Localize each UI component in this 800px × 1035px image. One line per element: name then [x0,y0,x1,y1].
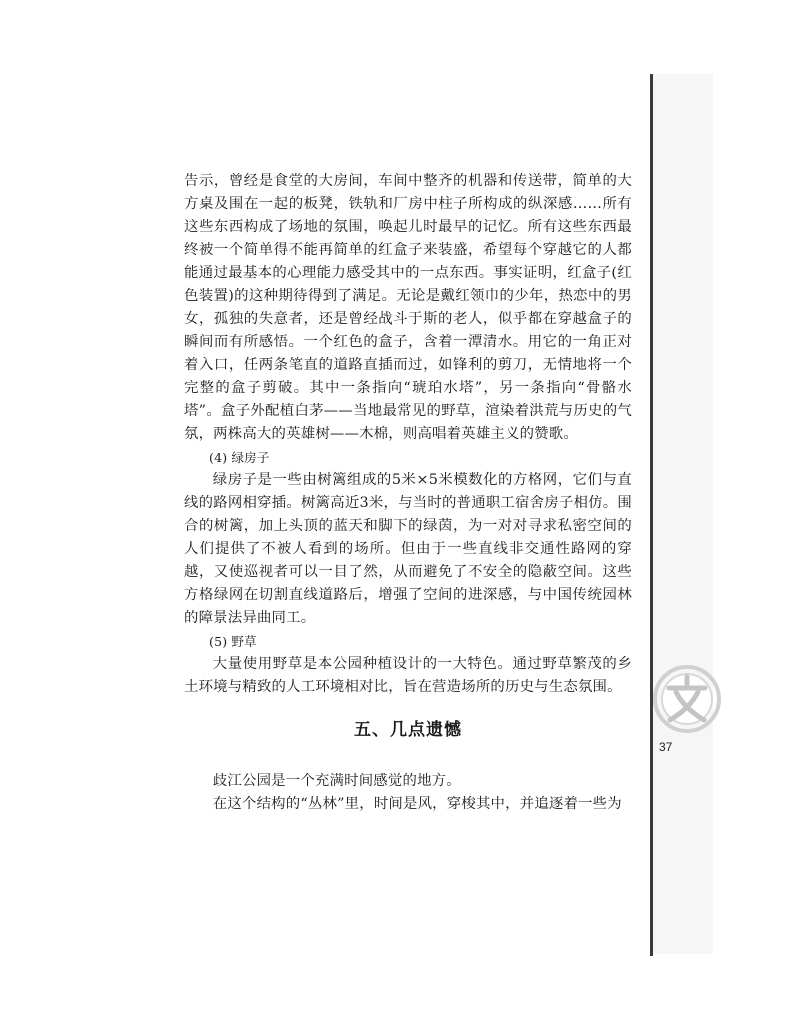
closing-line-2: 在这个结构的“丛林”里，时间是风，穿梭其中，并追逐着一些为 [212,796,622,812]
margin-rule [650,74,653,956]
wen-character-seal-icon [652,664,722,734]
subheading-wild-grass: (5) 野草 [209,634,257,649]
page-number: 37 [659,740,673,754]
paragraph-green-house: 绿房子是一些由树篱组成的5米×5米模数化的方格网，它们与直线的路网相穿插。树篱高近3米，与当时的普通职工宿舍房子相仿。围合的树篱，加上头顶的蓝天和脚下的绿茵，为一对对寻求私密空间的人们提供了不被人看到的场所。但由于一些直线非交通性路网的穿越，又使巡视者可以一目了然，从而避免了不安全的隐蔽空间。这些方格绿网在切割直线道路后，增强了空间的进深感，与中国传统园林的障景法异曲同工。 [184,472,632,626]
subheading-green-house: (4) 绿房子 [209,450,270,465]
closing-line-1: 歧江公园是一个充满时间感觉的地方。 [212,773,461,789]
body-text [184,170,632,816]
paragraph-wild-grass: 大量使用野草是本公园种植设计的一大特色。通过野草繁茂的乡土环境与精致的人工环境相对比，旨在营造场所的历史与生态氛围。 [184,656,632,695]
margin-band [653,74,713,954]
paragraph-red-box: 告示，曾经是食堂的大房间，车间中整齐的机器和传送带，简单的大方桌及围在一起的板凳，铁轨和厂房中柱子所构成的纵深感……所有这些东西构成了场地的氛围，唤起儿时最早的记忆。所有这些东西最终被一个简单得不能再简单的红盒子来装盛，希望每个穿越它的人都能通过最基本的心理能力感受其中的一点东西。事实证明，红盒子(红色装置)的这种期待得到了满足。无论是戴红领巾的少年，热恋中的男女，孤独的失意者，还是曾经战斗于斯的老人，似乎都在穿越盒子的瞬间而有所感悟。一个红色的盒子，含着一潭清水。用它的一角正对着入口，任两条笔直的道路直插而过，如锋利的剪刀，无情地将一个完整的盒子剪破。其中一条指向“琥珀水塔”，另一条指向“骨骼水塔”。盒子外配植白茅——当地最常见的野草，渲染着洪荒与历史的气氛，两株高大的英雄树——木棉，则高唱着英雄主义的赞歌。 [184,173,632,442]
section-title: 五、几点遗憾 [354,720,462,740]
